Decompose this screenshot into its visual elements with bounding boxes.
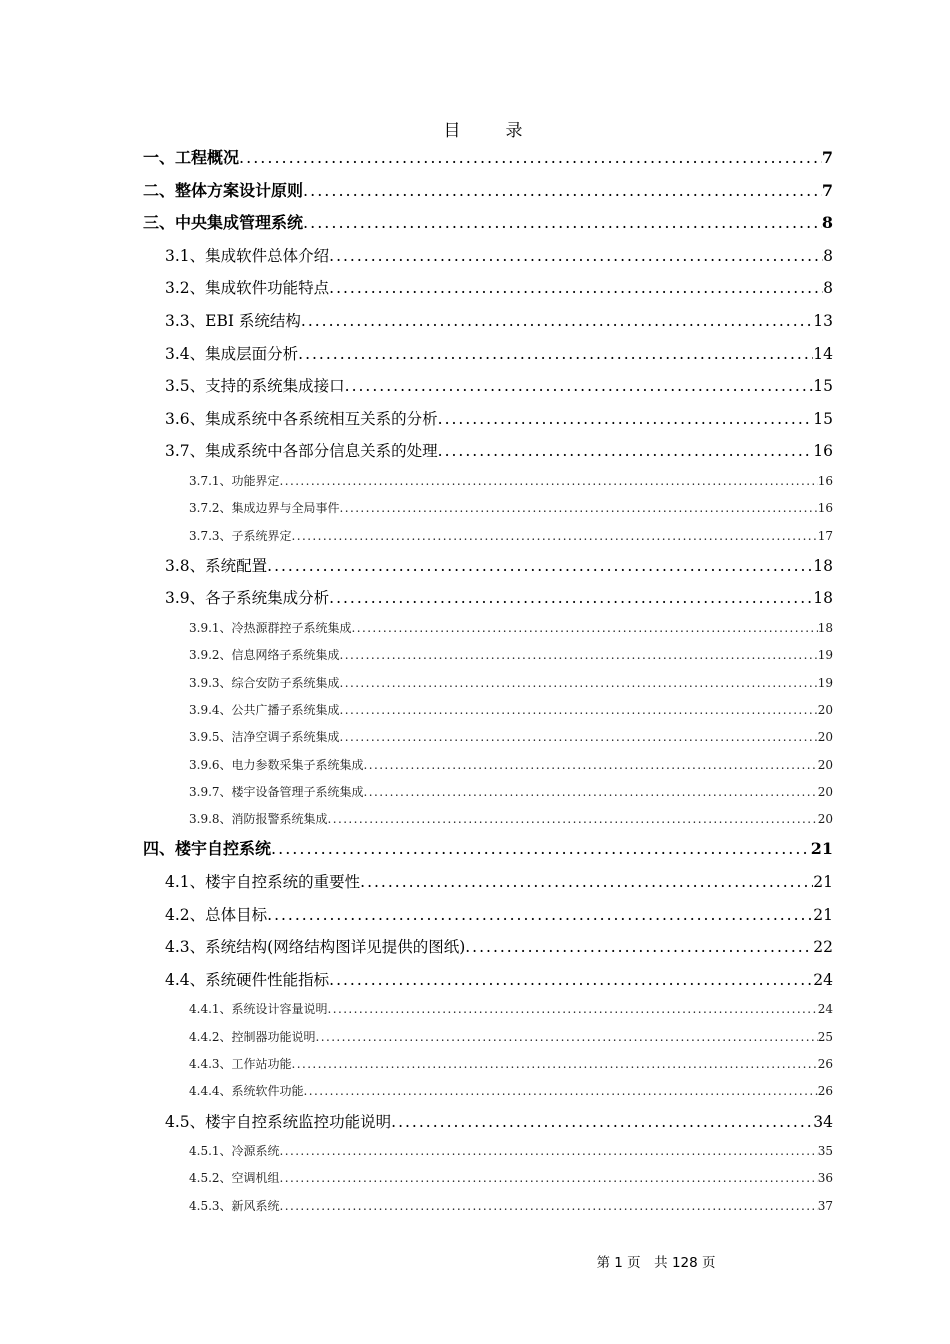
toc-entry-page-number: 20: [817, 812, 833, 827]
toc-entry-label: 4.4.4、系统软件功能: [189, 1084, 304, 1099]
toc-entry[interactable]: [143, 272, 833, 305]
toc-entry-page-number: 25: [817, 1029, 833, 1044]
toc-dot-leader: [267, 899, 813, 932]
toc-entry-label: 4.1、楼宇自控系统的重要性: [165, 872, 361, 891]
toc-dot-leader: [438, 403, 814, 436]
toc-entry-label: 一、工程概况: [143, 148, 240, 167]
toc-entry[interactable]: [143, 996, 833, 1023]
toc-entry-label: 3.3、EBI 系统结构: [165, 311, 301, 330]
toc-entry[interactable]: [143, 964, 833, 997]
toc-entry-label: 3.7.3、子系统界定: [189, 528, 292, 543]
toc-entry[interactable]: [143, 779, 833, 806]
toc-entry[interactable]: [143, 338, 833, 371]
toc-entry-page-number: 37: [817, 1198, 833, 1213]
toc-entry-page-number: 8: [823, 279, 833, 298]
toc-entry[interactable]: [143, 240, 833, 273]
toc-entry-page-number: 35: [817, 1144, 833, 1159]
toc-dot-leader: [301, 305, 813, 338]
toc-entry-page-number: 8: [821, 213, 833, 233]
toc-dot-leader: [364, 752, 818, 779]
toc-entry-page-number: 21: [813, 872, 833, 891]
toc-dot-leader: [352, 615, 818, 642]
toc-entry-label: 3.8、系统配置: [165, 556, 268, 575]
toc-entry-label: 4.4.2、控制器功能说明: [189, 1029, 316, 1044]
toc-dot-leader: [280, 1193, 818, 1220]
toc-entry[interactable]: [143, 697, 833, 724]
toc-entry-page-number: 7: [821, 180, 833, 200]
toc-entry[interactable]: [143, 495, 833, 522]
toc-entry[interactable]: [143, 1024, 833, 1051]
toc-entry-page-number: 20: [817, 702, 833, 717]
toc-entry[interactable]: [143, 550, 833, 583]
toc-entry[interactable]: [143, 866, 833, 899]
toc-entry-page-number: 7: [821, 148, 833, 167]
toc-dot-leader: [280, 468, 818, 495]
toc-dot-leader: [360, 866, 813, 899]
toc-entry-label: 四、楼宇自控系统: [143, 839, 272, 859]
toc-entry-label: 4.4.3、工作站功能: [189, 1056, 292, 1071]
toc-entry[interactable]: [143, 642, 833, 669]
toc-entry-page-number: 13: [813, 311, 833, 330]
toc-entry-page-number: 18: [813, 589, 833, 608]
toc-entry-label: 3.9.8、消防报警系统集成: [189, 812, 328, 827]
toc-entry[interactable]: [143, 523, 833, 550]
toc-entry[interactable]: [143, 305, 833, 338]
toc-entry-page-number: 24: [817, 1002, 833, 1017]
toc-dot-leader: [340, 697, 818, 724]
toc-entry[interactable]: [143, 1078, 833, 1105]
toc-entry-page-number: 16: [817, 501, 833, 516]
toc-dot-leader: [280, 1165, 818, 1192]
toc-entry-page-number: 17: [817, 528, 833, 543]
toc-dot-leader: [239, 142, 822, 175]
toc-dot-leader: [340, 495, 818, 522]
toc-entry[interactable]: [143, 752, 833, 779]
toc-dot-leader: [267, 550, 813, 583]
toc-entry-label: 3.7.1、功能界定: [189, 473, 280, 488]
toc-dot-leader: [391, 1106, 813, 1139]
toc-entry-page-number: 36: [817, 1171, 833, 1186]
toc-entry-page-number: 26: [817, 1084, 833, 1099]
toc-entry[interactable]: [143, 931, 833, 964]
toc-entry-page-number: 26: [817, 1056, 833, 1071]
toc-dot-leader: [303, 175, 822, 208]
toc-entry[interactable]: [143, 1051, 833, 1078]
toc-entry-page-number: 18: [813, 556, 833, 575]
toc-entry-label: 4.4.1、系统设计容量说明: [189, 1002, 328, 1017]
toc-dot-leader: [329, 964, 813, 997]
toc-entry-label: 4.4、系统硬件性能指标: [165, 970, 330, 989]
toc-dot-leader: [340, 724, 818, 751]
toc-entry-label: 4.5.2、空调机组: [189, 1171, 280, 1186]
toc-entry[interactable]: [143, 142, 833, 175]
toc-entry-label: 4.5.3、新风系统: [189, 1198, 280, 1213]
toc-entry[interactable]: [143, 806, 833, 833]
toc-entry-label: 4.5、楼宇自控系统监控功能说明: [165, 1112, 392, 1131]
toc-entry-label: 3.9.4、公共广播子系统集成: [189, 702, 340, 717]
toc-dot-leader: [328, 996, 818, 1023]
toc-entry-label: 3.9.7、楼宇设备管理子系统集成: [189, 784, 364, 799]
toc-entry-label: 4.2、总体目标: [165, 905, 268, 924]
toc-dot-leader: [316, 1024, 818, 1051]
toc-entry-page-number: 22: [813, 938, 833, 957]
toc-entry-label: 3.9.2、信息网络子系统集成: [189, 648, 340, 663]
toc-dot-leader: [329, 272, 823, 305]
toc-entry-label: 3.9、各子系统集成分析: [165, 589, 330, 608]
toc-entry-page-number: 21: [810, 839, 833, 859]
toc-entry[interactable]: [143, 833, 833, 866]
toc-entry[interactable]: [143, 175, 833, 208]
toc-entry-label: 二、整体方案设计原则: [143, 180, 304, 200]
toc-entry-page-number: 15: [813, 377, 833, 396]
toc-dot-leader: [298, 338, 813, 371]
toc-entry-label: 3.9.1、冷热源群控子系统集成: [189, 621, 352, 636]
toc-entry[interactable]: [143, 724, 833, 751]
toc-entry[interactable]: [143, 582, 833, 615]
toc-entry[interactable]: [143, 1106, 833, 1139]
toc-entry-label: 三、中央集成管理系统: [143, 213, 304, 233]
toc-dot-leader: [304, 1078, 818, 1105]
toc-entry-label: 3.9.5、洁净空调子系统集成: [189, 730, 340, 745]
toc-entry-label: 4.3、系统结构(网络结构图详见提供的图纸): [165, 938, 466, 957]
toc-entry[interactable]: [143, 370, 833, 403]
toc-entry-page-number: 14: [813, 344, 833, 363]
toc-entry-page-number: 20: [817, 730, 833, 745]
toc-entry-page-number: 8: [823, 246, 833, 265]
toc-entry-page-number: 16: [817, 473, 833, 488]
toc-entry-label: 3.6、集成系统中各系统相互关系的分析: [165, 409, 438, 428]
toc-entry[interactable]: [143, 468, 833, 495]
toc-dot-leader: [340, 642, 818, 669]
toc-entry-label: 3.5、支持的系统集成接口: [165, 377, 345, 396]
toc-entry[interactable]: [143, 615, 833, 642]
toc-entry[interactable]: [143, 435, 833, 468]
toc-entry-page-number: 34: [813, 1112, 833, 1131]
toc-dot-leader: [292, 523, 818, 550]
toc-entry-label: 3.7.2、集成边界与全局事件: [189, 501, 340, 516]
page-footer: 第 1 页 共 128 页: [596, 1255, 716, 1271]
toc-entry-page-number: 21: [813, 905, 833, 924]
toc-dot-leader: [329, 582, 813, 615]
toc-title: 目 录: [443, 121, 537, 141]
toc-entry-page-number: 16: [813, 442, 833, 461]
toc-entry-label: 3.4、集成层面分析: [165, 344, 299, 363]
toc-entry[interactable]: [143, 403, 833, 436]
toc-dot-leader: [271, 833, 811, 866]
toc-dot-leader: [364, 779, 818, 806]
toc-entry-page-number: 15: [813, 409, 833, 428]
toc-entry[interactable]: [143, 207, 833, 240]
toc-dot-leader: [292, 1051, 818, 1078]
toc-entry[interactable]: [143, 1165, 833, 1192]
toc-dot-leader: [280, 1138, 818, 1165]
toc-entry-page-number: 18: [817, 621, 833, 636]
toc-entry-page-number: 19: [817, 675, 833, 690]
toc-dot-leader: [438, 435, 814, 468]
toc-entry-label: 3.9.6、电力参数采集子系统集成: [189, 757, 364, 772]
toc-dot-leader: [329, 240, 823, 273]
toc-entry-label: 3.2、集成软件功能特点: [165, 279, 330, 298]
toc-entry-label: 4.5.1、冷源系统: [189, 1144, 280, 1159]
toc-entry[interactable]: [143, 670, 833, 697]
toc-entry-page-number: 20: [817, 757, 833, 772]
toc-dot-leader: [328, 806, 818, 833]
toc-dot-leader: [303, 207, 822, 240]
toc-dot-leader: [465, 931, 813, 964]
toc-entry-page-number: 19: [817, 648, 833, 663]
toc-entry-label: 3.9.3、综合安防子系统集成: [189, 675, 340, 690]
toc-entry[interactable]: [143, 1193, 833, 1220]
toc-entry-label: 3.1、集成软件总体介绍: [165, 246, 330, 265]
toc-entry-label: 3.7、集成系统中各部分信息关系的处理: [165, 442, 438, 461]
toc-entry-page-number: 20: [817, 784, 833, 799]
toc-dot-leader: [340, 670, 818, 697]
toc-entry-page-number: 24: [813, 970, 833, 989]
toc-list: [143, 142, 833, 1220]
toc-dot-leader: [345, 370, 814, 403]
toc-entry[interactable]: [143, 1138, 833, 1165]
toc-entry[interactable]: [143, 899, 833, 932]
